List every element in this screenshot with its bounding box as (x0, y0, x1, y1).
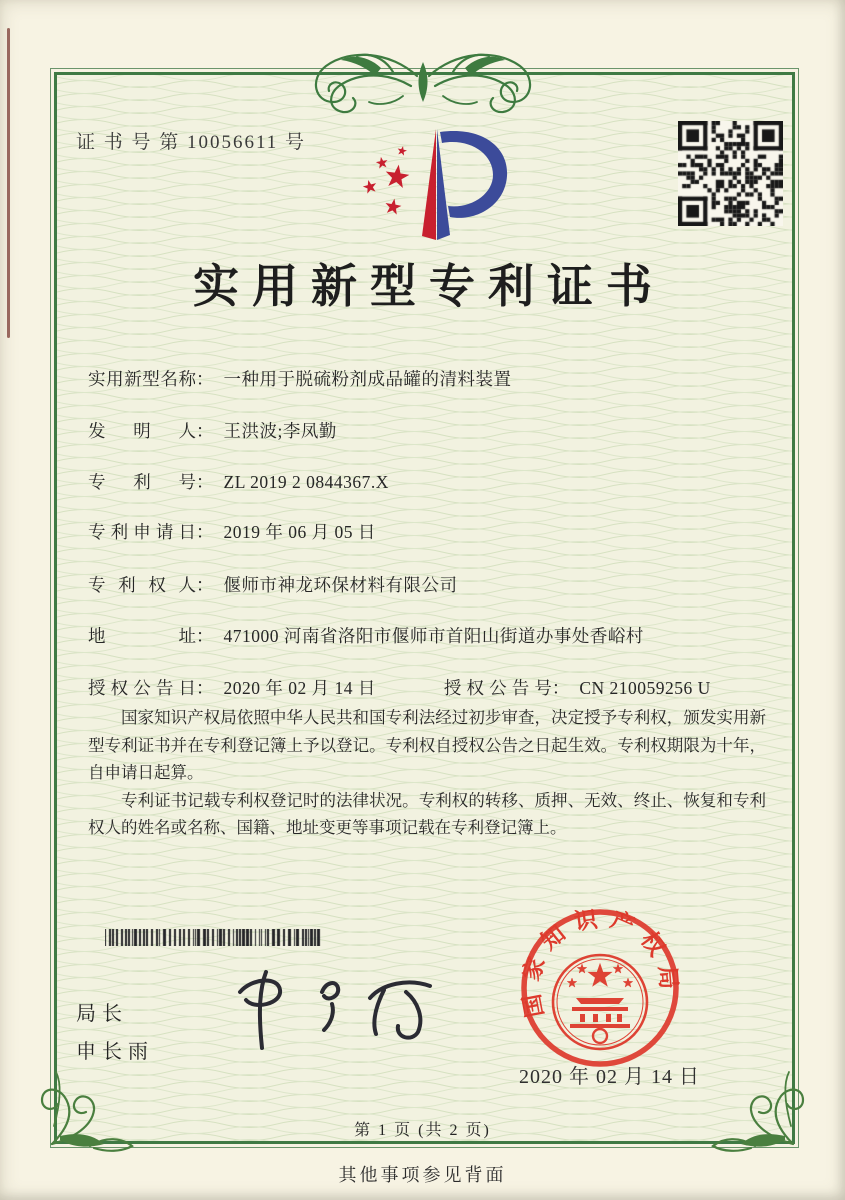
field-colon: ： (196, 575, 214, 595)
body-paragraph: 专利证书记载专利权登记时的法律状况。专利权的转移、质押、无效、终止、恢复和专利权人的姓名或名称、国籍、地址变更等事项记载在专利登记簿上。 (88, 790, 766, 837)
bottom-left-flourish-icon (26, 1064, 138, 1166)
body-paragraph: 国家知识产权局依照中华人民共和国专利法经过初步审查，决定授予专利权，颁发实用新型专利证书并在专利登记簿上予以登记。专利权自授权公告之日起生效。专利权期限为十年，自申请日起算。 (88, 708, 766, 782)
legal-text-block (88, 704, 766, 842)
field-label: 实用新型名称 (88, 369, 196, 389)
seal-text: 国家知识产权局 (517, 905, 683, 1020)
field-row-inventor (88, 418, 790, 443)
field-colon: ： (196, 522, 214, 542)
field-row-address (88, 623, 790, 648)
field-value: ZL 2019 2 0844367.X (223, 472, 389, 492)
field-colon: ： (196, 369, 214, 389)
certificate-title: 实用新型专利证书 (193, 261, 665, 312)
bottom-right-flourish-icon (707, 1064, 819, 1166)
field-colon: ： (196, 472, 214, 492)
official-seal-icon (510, 898, 690, 1078)
grant-date-value: 2020 年 02 月 14 日 (223, 678, 376, 698)
page-indicator: 第 1 页 (共 2 页) (354, 1122, 491, 1139)
field-colon: ： (551, 678, 570, 698)
field-row-patentee (88, 572, 790, 597)
seal-date: 2020 年 02 月 14 日 (519, 1066, 700, 1088)
back-note: 其他事项参见背面 (338, 1165, 507, 1185)
field-row-patent-number (88, 469, 790, 494)
field-colon: ： (196, 421, 214, 441)
barcode (105, 929, 321, 951)
field-value: 偃师市神龙环保材料有限公司 (223, 575, 458, 595)
signature-handwriting-icon (222, 962, 457, 1057)
field-colon: ： (196, 626, 214, 646)
qr-code (678, 121, 783, 226)
field-label: 专利申请日 (88, 522, 196, 542)
grant-number-value: CN 210059256 U (579, 678, 711, 698)
field-colon: ： (196, 678, 214, 698)
top-scroll-ornament-icon (292, 40, 554, 130)
field-label: 授权公告日 (88, 678, 196, 698)
field-row-invention-name (88, 366, 790, 391)
field-row-grant (88, 675, 790, 700)
field-value: 2019 年 06 月 05 日 (223, 522, 376, 542)
director-title: 局长 (76, 1003, 128, 1025)
field-label: 地址 (88, 626, 196, 646)
field-value: 王洪波;李凤勤 (223, 421, 337, 441)
cnipa-logo-icon (345, 126, 521, 244)
field-label: 发明人 (88, 421, 196, 441)
director-name: 申长雨 (76, 1041, 154, 1063)
field-label: 专利号 (88, 472, 196, 492)
field-label: 授权公告号 (443, 678, 552, 698)
certificate-number: 证 书 号 第 10056611 号 (76, 132, 307, 153)
field-value: 一种用于脱硫粉剂成品罐的清料装置 (223, 369, 512, 389)
field-row-filing-date (88, 519, 790, 544)
field-label: 专利权人 (88, 575, 196, 595)
field-value: 471000 河南省洛阳市偃师市首阳山街道办事处香峪村 (223, 626, 644, 646)
